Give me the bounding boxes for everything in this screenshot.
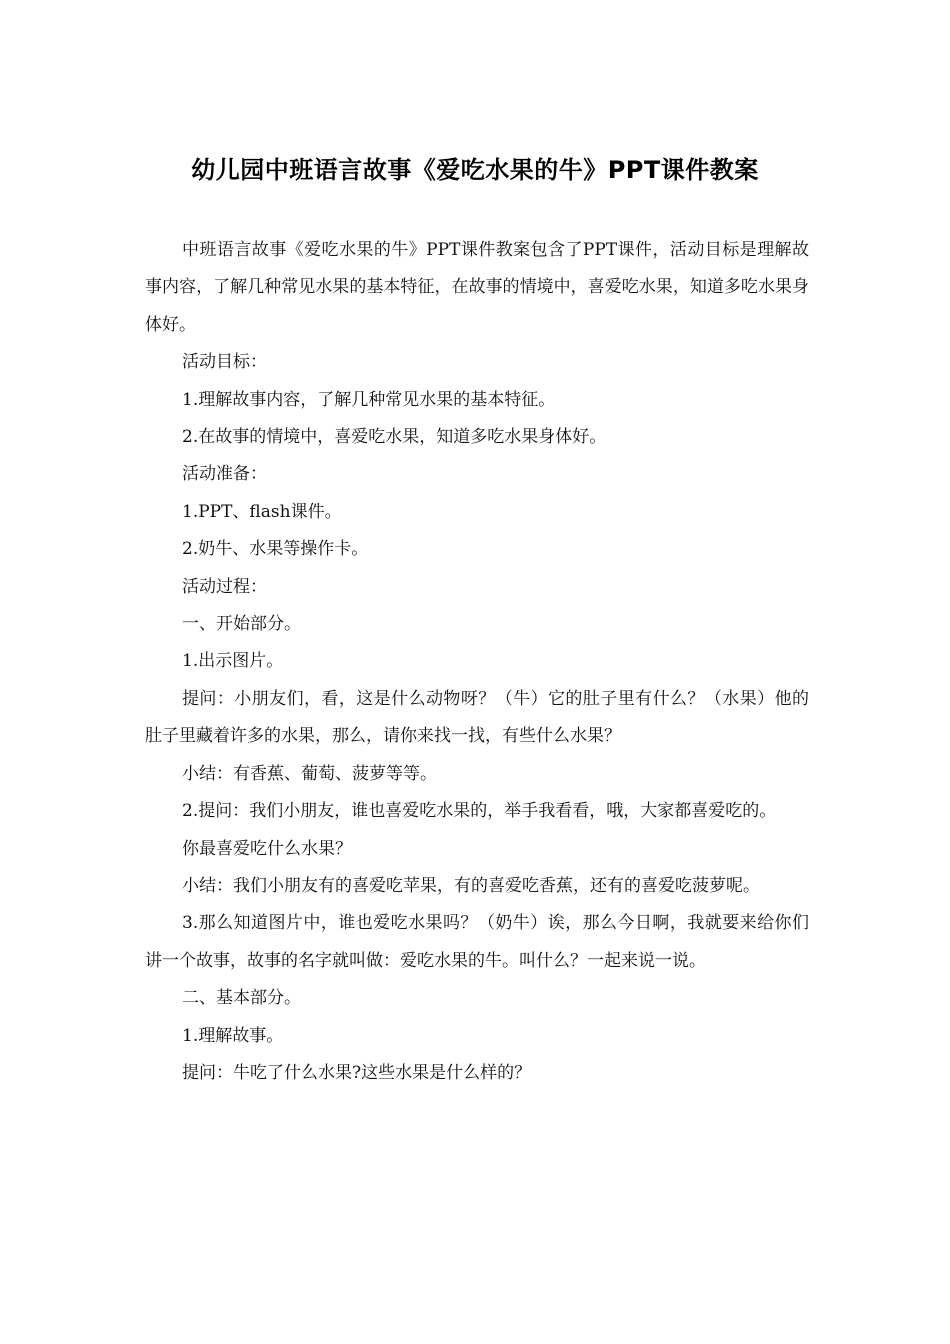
process-step-3: 3.那么知道图片中，谁也爱吃水果吗？（奶牛）诶，那么今日啊，我就要来给你们讲一个故事，故事的名字就叫做：爱吃水果的牛。叫什么？一起来说一说。 [145,913,809,971]
process-question-1: 提问：小朋友们，看，这是什么动物呀？（牛）它的肚子里有什么？（水果）他的肚子里藏着许多的水果，那么，请你来找一找，有些什么水果？ [145,688,809,747]
preparation-item-2: 2.奶牛、水果等操作卡。 [182,539,369,560]
document-body [145,232,809,1092]
process-part-2-heading: 二、基本部分。 [182,988,301,1009]
process-question-2: 你最喜爱吃什么水果？ [182,838,352,859]
section-heading-process: 活动过程： [182,576,267,597]
section-heading-preparation: 活动准备： [182,464,267,485]
process-part-1-heading: 一、开始部分。 [182,614,301,635]
process-summary-1: 小结：有香蕉、葡萄、菠萝等等。 [182,763,437,784]
process-part-2-step-1: 1.理解故事。 [182,1025,284,1046]
goal-item-2: 2.在故事的情境中，喜爱吃水果，知道多吃水果身体好。 [182,427,607,448]
process-summary-2: 小结：我们小朋友有的喜爱吃苹果，有的喜爱吃香蕉，还有的喜爱吃菠萝呢。 [182,875,760,896]
process-step-2: 2.提问：我们小朋友，谁也喜爱吃水果的，举手我看看，哦，大家都喜爱吃的。 [182,801,777,822]
preparation-item-1: 1.PPT、flash课件。 [182,501,342,522]
intro-paragraph: 中班语言故事《爱吃水果的牛》PPT课件教案包含了PPT课件，活动目标是理解故事内容，了解几种常见水果的基本特征，在故事的情境中，喜爱吃水果，知道多吃水果身体好。 [145,240,809,335]
goal-item-1: 1.理解故事内容，了解几种常见水果的基本特征。 [182,389,556,410]
process-step-1: 1.出示图片。 [182,651,284,672]
process-part-2-question: 提问：牛吃了什么水果?这些水果是什么样的？ [182,1062,532,1083]
document-title: 幼儿园中班语言故事《爱吃水果的牛》PPT课件教案 [191,156,759,184]
section-heading-goals: 活动目标： [182,352,267,373]
